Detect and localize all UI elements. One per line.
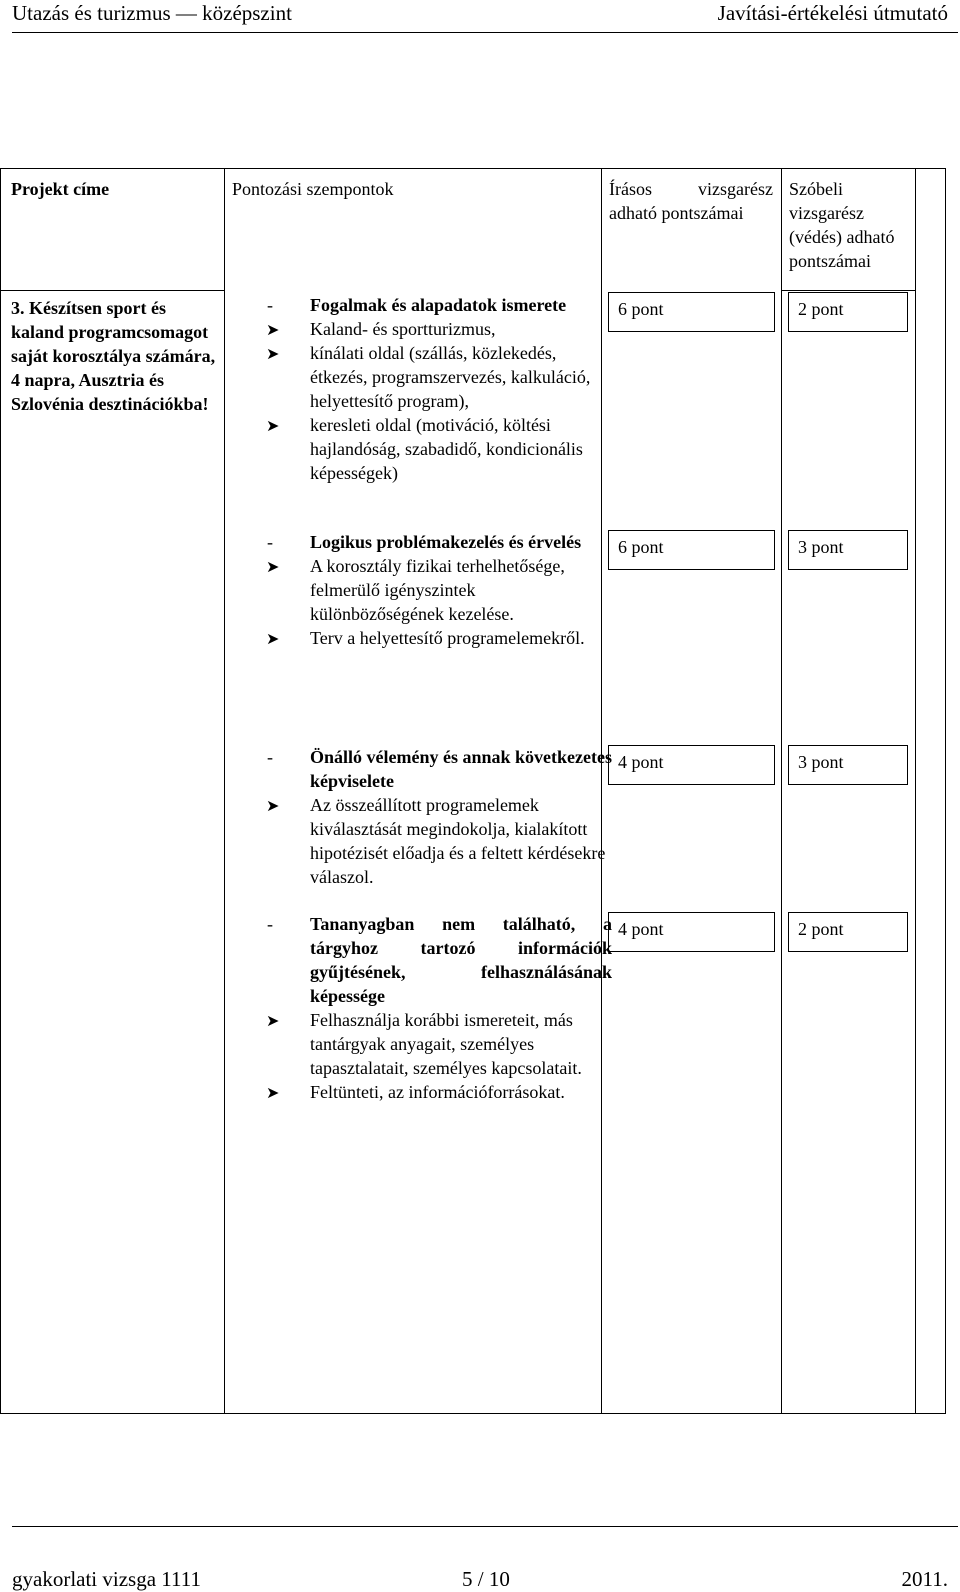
arrowhead-bullet-icon: ➤ <box>266 1085 280 1102</box>
column-divider <box>781 168 782 1414</box>
column-divider <box>224 168 225 1414</box>
criterion-heading: - Fogalmak és alapadatok ismerete <box>267 295 567 315</box>
oral-points-4: 2 pont <box>788 912 908 952</box>
arrowhead-bullet-icon: ➤ <box>266 322 280 339</box>
list-item: ➤ Felhasználja korábbi ismereteit, más tantárgyak anyagait, személyes tapasztalatait, személyes kapcsolatait. <box>266 1010 582 1078</box>
criterion-3 <box>252 745 612 889</box>
header-oral-points: Szóbeli vizsgarész (védés) adható pontszámai <box>789 179 895 271</box>
header-rule <box>12 32 958 33</box>
project-title: 3. Készítsen sport és kaland programcsomagot saját korosztálya számára, 4 napra, Ausztria és Szlovénia desztinációkba! <box>11 298 216 414</box>
oral-points-3: 3 pont <box>788 745 908 785</box>
footer-right: 2011. <box>901 1567 948 1591</box>
page-number: 5 / 10 <box>462 1567 510 1591</box>
column-divider <box>915 168 916 1414</box>
footer-rule <box>12 1526 958 1527</box>
arrowhead-bullet-icon: ➤ <box>266 631 280 648</box>
header-right: Javítási-értékelési útmutató <box>717 1 948 25</box>
list-item: ➤ kínálati oldal (szállás, közlekedés, étkezés, programszervezés, kalkuláció, helyettesítő program), <box>266 343 591 411</box>
list-item: ➤ Terv a helyettesítő programelemekről. <box>252 626 612 650</box>
written-points-4: 4 pont <box>608 912 775 952</box>
criterion-1 <box>252 293 612 485</box>
arrowhead-bullet-icon: ➤ <box>266 418 280 435</box>
list-item: ➤ Feltünteti, az információforrásokat. <box>252 1080 612 1104</box>
written-points-1: 6 pont <box>608 292 775 332</box>
header-criteria: Pontozási szempontok <box>232 179 394 199</box>
criterion-heading: - Önálló vélemény és annak következetes képviselete <box>267 747 612 791</box>
header-left: Utazás és turizmus — középszint <box>12 1 292 25</box>
written-points-3: 4 pont <box>608 745 775 785</box>
oral-points-1: 2 pont <box>788 292 908 332</box>
list-item: ➤ keresleti oldal (motiváció, költési hajlandóság, szabadidő, kondicionális képességek) <box>266 415 583 483</box>
list-item: ➤ Kaland- és sportturizmus, <box>252 317 612 341</box>
arrowhead-bullet-icon: ➤ <box>266 559 280 576</box>
arrowhead-bullet-icon: ➤ <box>266 1013 280 1030</box>
oral-points-2: 3 pont <box>788 530 908 570</box>
criterion-heading: - Logikus problémakezelés és érvelés <box>267 532 582 552</box>
criterion-4 <box>252 912 612 1104</box>
footer-left: gyakorlati vizsga 1111 <box>12 1567 201 1591</box>
list-item: ➤ Az összeállított programelemek kiválasztását megindokolja, kialakított hipotézisét előadja és a feltett kérdésekre válaszol. <box>266 795 606 887</box>
list-item: ➤ A korosztály fizikai terhelhetősége, felmerülő igényszintek különbözőségének kezelése. <box>266 556 565 624</box>
header-row-divider <box>0 290 225 291</box>
criterion-heading: - Tananyagban nem található, a tárgyhoz tartozó információk gyűjtésének, felhasználásának képessége <box>267 914 612 1006</box>
header-row-divider <box>781 290 916 291</box>
arrowhead-bullet-icon: ➤ <box>266 346 280 363</box>
criterion-2 <box>252 530 612 650</box>
arrowhead-bullet-icon: ➤ <box>266 798 280 815</box>
header-project-title: Projekt címe <box>11 179 110 199</box>
written-points-2: 6 pont <box>608 530 775 570</box>
header-written-points: Írásos vizsgarész adható pontszámai <box>609 179 773 223</box>
